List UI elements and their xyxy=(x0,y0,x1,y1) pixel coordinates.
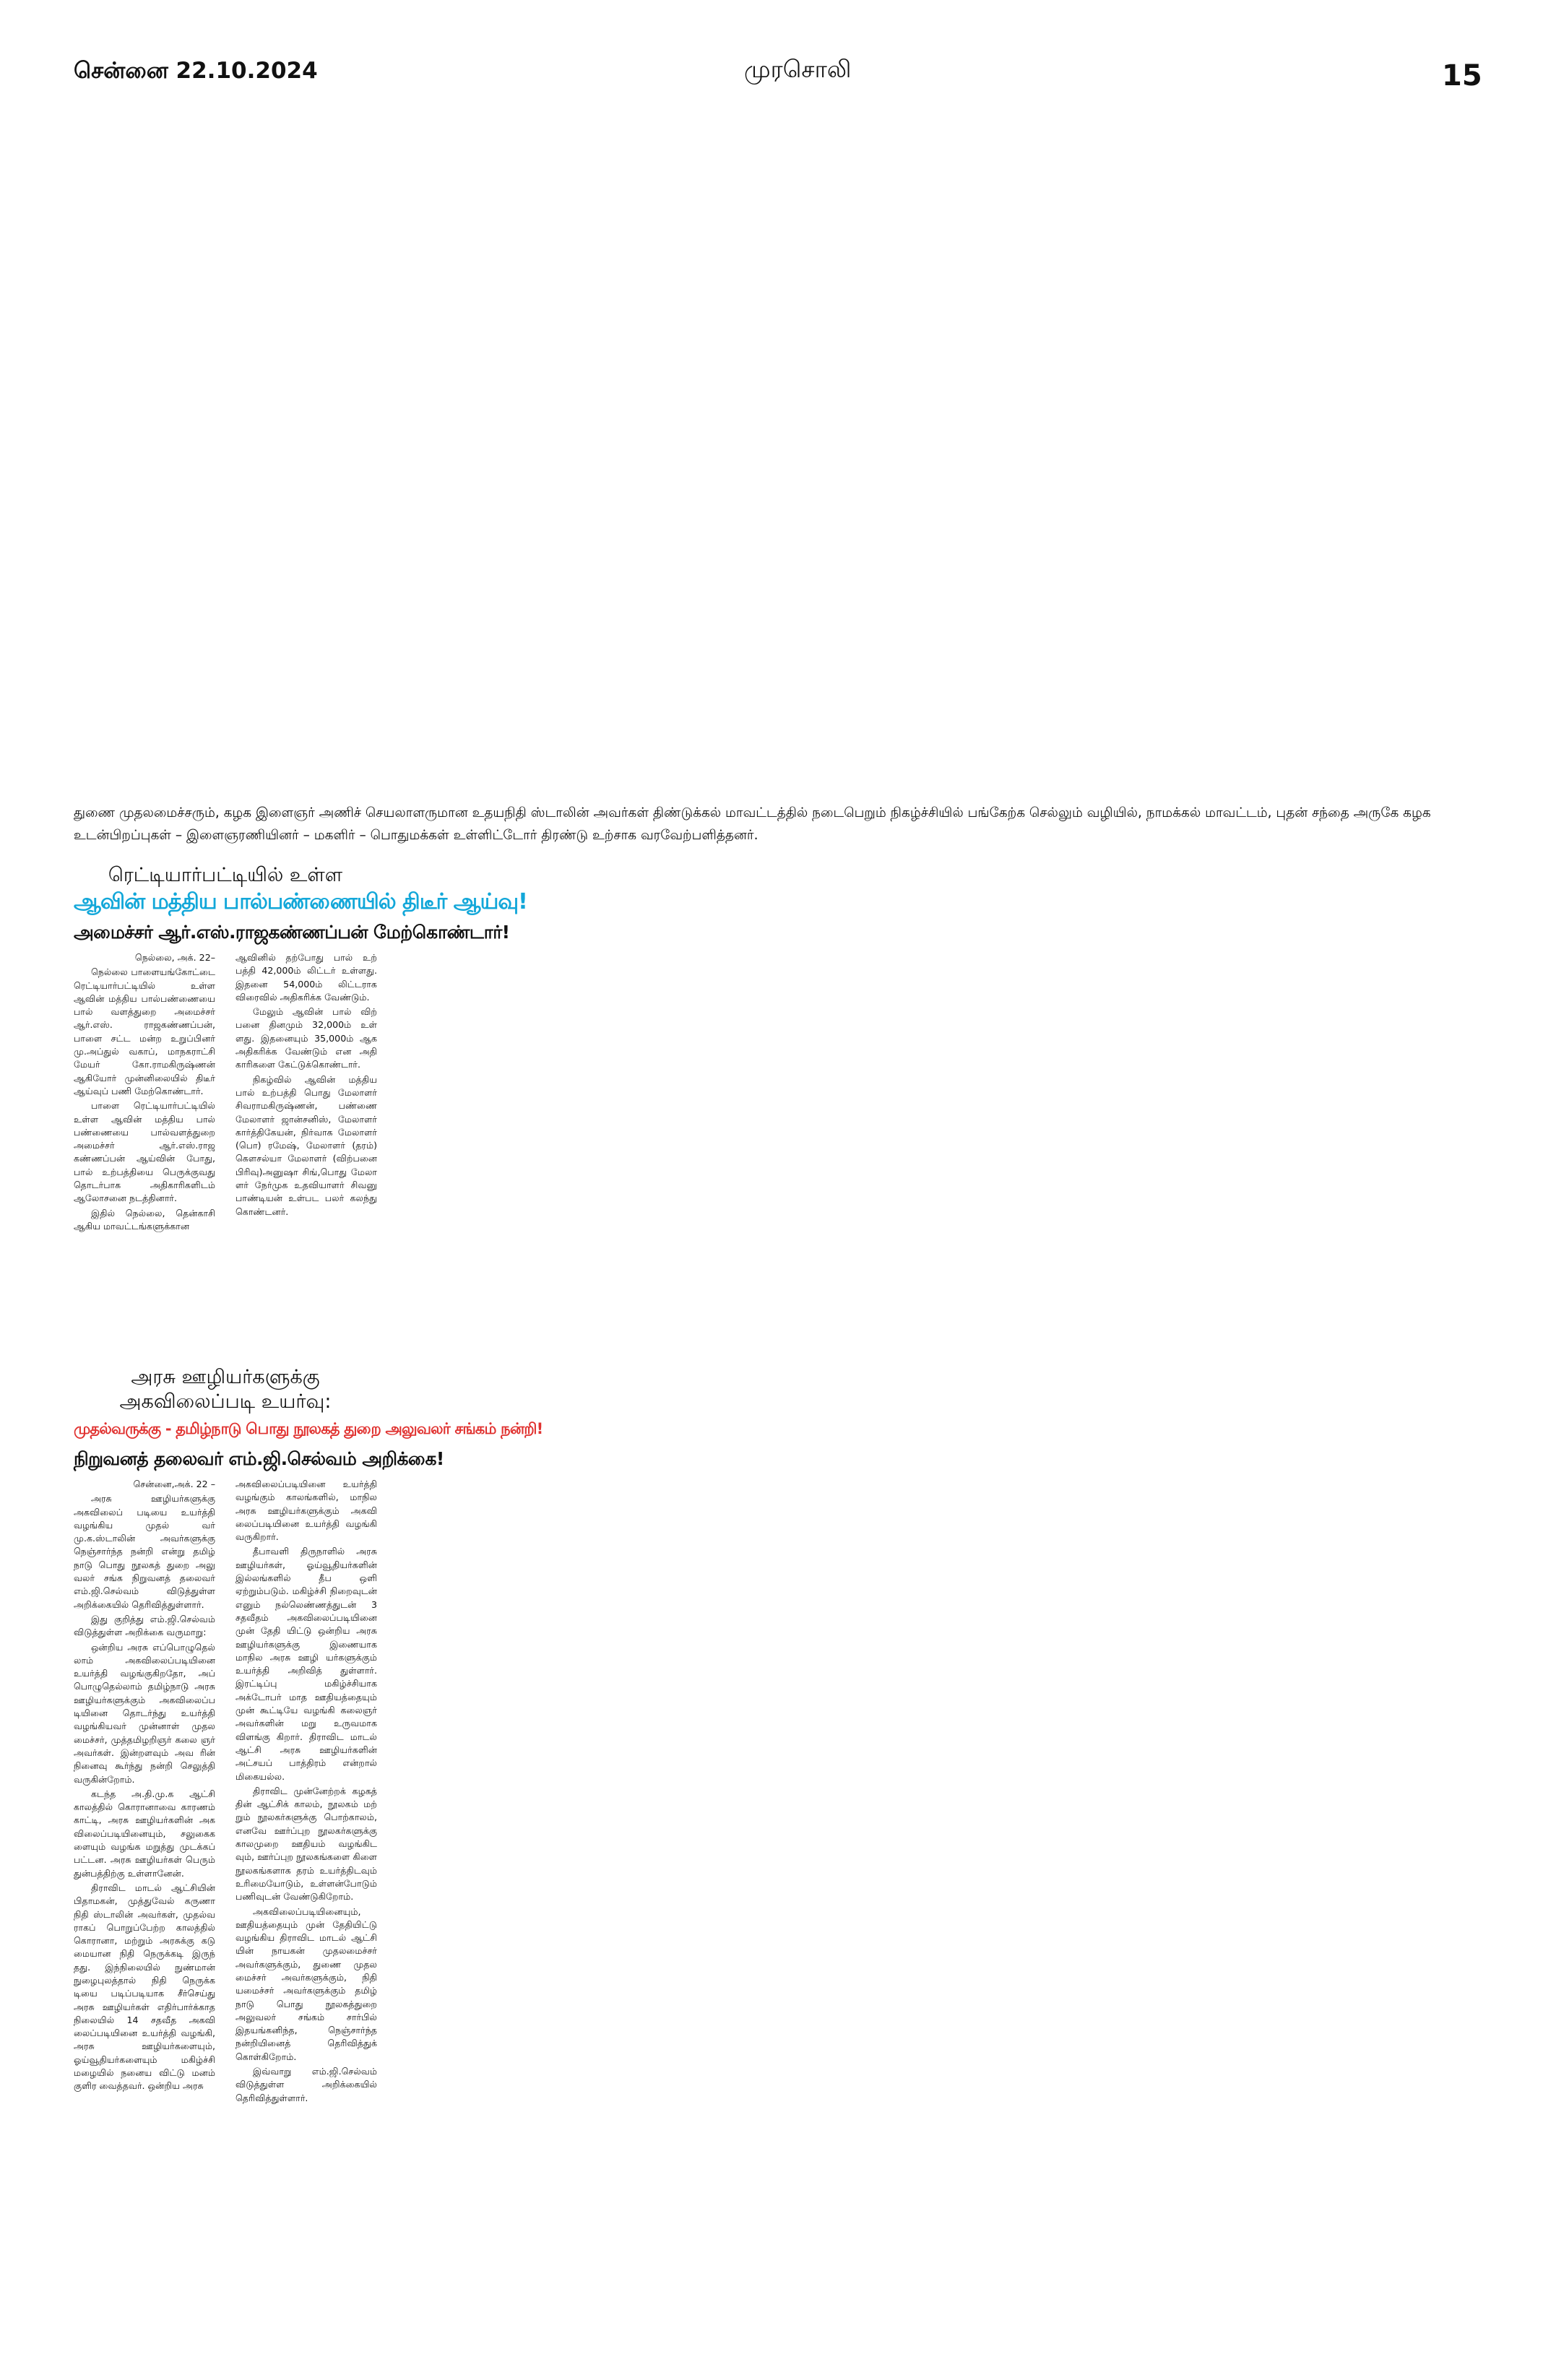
paragraph: ஒன்றிய அரசு எப்பொழுதெல் லாம் அகவிலைப்படியினை உயர்த்தி வழங்குகிறதோ, அப் பொழுதெல்லாம் தமிழ்நாடு அரசு ஊழியர்களுக்கும் அகவிலைப்ப டியினை தொடர்ந்து உயர்த்தி வழங்கியவர் முன்னாள் முதல மைச்சர், முத்தமிழறிஞர் கலை ஞர் அவர்கள். இன்றளவும் அவ ரின் நினைவு கூர்ந்து நன்றி செலுத்தி வருகின்றோம். xyxy=(74,1641,215,1785)
paragraph: அகவிலைப்படியினையும், ஊதியத்தையும் முன் தேதியிட்டு வழங்கிய திராவிட மாடல் ஆட்சி யின் நாயகன் முதலமைச்சர் அவர்களுக்கும், துணை முதல மைச்சர் அவர்களுக்கும், நிதி யமைச்சர் அவர்களுக்கும் தமிழ் நாடு பொது நூலகத்துறை அலுவலர் சங்கம் சார்பில் இதயங்கனிந்த, நெஞ்சார்ந்த நன்றியினைத் தெரிவித்துக் கொள்கிறோம். xyxy=(235,1905,377,2062)
paragraph: திராவிட மாடல் ஆட்சியின் பிதாமகன், முத்துவேல் கருணா நிதி ஸ்டாலின் அவர்கள், முதல்வ ராகப் பொறுப்பேற்ற காலத்தில் கொரானா, மற்றும் அரசுக்கு கடு மையான நிதி நெருக்கடி இருந் தது. இந்நிலையில் நுண்மான் நுழைபுலத்தால் நிதி நெருக்க டியை படிப்படியாக சீர்செய்து அரசு ஊழியர்கள் எதிர்பார்க்காத நிலையில் 14 சதவீத அகவி லைப்படியினை உயர்த்தி வழங்கி, அரசு ஊழியர்களையும், ஓய்வூதியர்களையும் மகிழ்ச்சி மழையில் நனைய விட்டு மனம் குளிர வைத்தவர். ஒன்றிய அரசு xyxy=(74,1882,215,2092)
paragraph: நெல்லை பாளையங்கோட்டை ரெட்டியார்பட்டியில் உள்ள ஆவின் மத்திய பால்பண்ணையை பால் வளத்துறை அமைச்சர் ஆர்.எஸ். ராஜகண்ணப்பன், பாளை சட்ட மன்ற உறுப்பினர் மு.அப்துல் வகாப், மாநகராட்சி மேயர் கோ.ராமகிருஷ்ணன் ஆகியோர் முன்னிலையில் திடீர் ஆய்வுப் பணி மேற்கொண்டார். xyxy=(74,966,215,1096)
page-header xyxy=(0,0,1543,101)
article-kicker: ரெட்டியார்பட்டியில் உள்ள xyxy=(108,864,343,886)
paragraph: இது குறித்து எம்.ஜி.செல்வம் விடுத்துள்ள அறிக்கை வருமாறு: xyxy=(74,1613,215,1638)
article-subhead: அமைச்சர் ஆர்.எஸ்.ராஜகண்ணப்பன் மேற்கொண்டார்! xyxy=(74,922,510,943)
article-subhead: நிறுவனத் தலைவர் எம்.ஜி.செல்வம் அறிக்கை! xyxy=(74,1448,444,1469)
issue-date: சென்னை 22.10.2024 xyxy=(74,58,318,84)
page-number: 15 xyxy=(1442,59,1482,92)
dateline: நெல்லை, அக். 22– xyxy=(134,952,215,963)
article-column-2 xyxy=(235,1478,377,2106)
paragraph: அகவிலைப்படியினை உயர்த்தி வழங்கும் காலங்களில், மாநில அரசு ஊழியர்களுக்கும் அகவி லைப்படியினை உயர்த்தி வழங்கி வருகிறார். xyxy=(235,1479,377,1543)
article-kicker: அரசு ஊழியர்களுக்கு அகவிலைப்படி உயர்வு: xyxy=(119,1366,332,1413)
paragraph: ஆவினில் தற்போது பால் உற் பத்தி 42,000ம் லிட்டர் உள்ளது. இதனை 54,000ம் லிட்டராக விரைவில் அதிகரிக்க வேண்டும். xyxy=(235,952,377,1003)
article-column-1 xyxy=(74,951,215,1234)
paragraph: பாளை ரெட்டியார்பட்டியில் உள்ள ஆவின் மத்திய பால் பண்ணையை பால்வளத்துறை அமைச்சர் ஆர்.எஸ்.ராஜ கண்ணப்பன் ஆய்வின் போது, பால் உற்பத்தியை பெருக்குவது தொடர்பாக அதிகாரிகளிடம் ஆலோசனை நடத்தினார். xyxy=(74,1100,215,1204)
paragraph: தீபாவளி திருநாளில் அரசு ஊழியர்கள், ஓய்வூதியர்களின் இல்லங்களில் தீப ஒளி ஏற்றும்படும். மகிழ்ச்சி நிறைவுடன் எனும் நல்லெண்ணத்துடன் 3 சதவீதம் அகவிலைப்படியினை முன் தேதி யிட்டு ஒன்றிய அரசு ஊழியர்களுக்கு இணையாக மாநில அரசு ஊழி யர்களுக்கும் உயர்த்தி அறிவித் துள்ளார். இரட்டிப்பு மகிழ்ச்சியாக அக்டோபர் மாத ஊதியத்தையும் முன் கூட்டியே வழங்கி கலைஞர் அவர்களின் மறு உருவமாக விளங்கு கிறார். திராவிட மாடல் ஆட்சி அரசு ஊழியர்களின் அட்சயப் பாத்திரம் என்றால் மிகையல்ல. xyxy=(235,1546,377,1782)
article-column-1 xyxy=(74,1478,215,2106)
paragraph: மேலும் ஆவின் பால் விற் பனை தினமும் 32,000ம் உள் ளது. இதனையும் 35,000ம் ஆக அதிகரிக்க வேண்டும் என அதி காரிகளை கேட்டுக்கொண்டார். xyxy=(235,1006,377,1070)
article-headline: ஆவின் மத்திய பால்பண்ணையில் திடீர் ஆய்வு! xyxy=(74,889,527,914)
article-columns xyxy=(74,1478,377,2106)
paragraph: திராவிட முன்னேற்றக் கழகத் தின் ஆட்சிக் காலம், நூலகம் மற் றும் நூலகர்களுக்கு பொற்காலம், எனவே ஊர்ப்புற நூலகர்களுக்கு காலமுறை ஊதியம் வழங்கிட வும், ஊர்ப்புற நூலகங்களை கிளை நூலகங்களாக தரம் உயர்த்திடவும் உரிமையோடும், உள்ளன்போடும் பணிவுடன் வேண்டுகிறோம். xyxy=(235,1785,377,1903)
paragraph: நிகழ்வில் ஆவின் மத்திய பால் உற்பத்தி பொது மேலாளர் சிவராமகிருஷ்ணன், பண்ணை மேலாளர் ஜான்சனிஸ், மேலாளர் கார்த்திகேயன், நிர்வாக மேலாளர் (பொ) ரமேஷ், மேலாளர் (தரம்) கௌசல்யா மேலாளர் (விற்பனை பிரிவு)அனுஷா சிங்,பொது மேலா ளர் நேர்முக உதவியாளர் சிவனு பாண்டியன் உள்பட பலர் கலந்து கொண்டனர். xyxy=(235,1073,377,1217)
news-photo-blank xyxy=(74,108,1468,795)
dateline: சென்னை,அக். 22 – xyxy=(133,1479,215,1489)
newspaper-title: முரசொலி xyxy=(744,55,852,83)
paragraph: கடந்த அ.தி.மு.க ஆட்சி காலத்தில் கொரானாவை காரணம் காட்டி, அரசு ஊழியர்களின் அக விலைப்படியினையும், சலுகைக ளையும் வழங்க மறுத்து முடக்கப் பட்டன. அரசு ஊழியர்கள் பெரும் துன்பத்திற்கு உள்ளானேன். xyxy=(74,1788,215,1879)
article-columns xyxy=(74,951,377,1234)
article-library-association xyxy=(74,1365,543,2106)
article-aavin-inspection xyxy=(74,863,527,1234)
article-headline: முதல்வருக்கு - தமிழ்நாடு பொது நூலகத் துறை அலுவலர் சங்கம் நன்றி! xyxy=(74,1420,543,1437)
paragraph: அரசு ஊழியர்களுக்கு அகவிலைப் படியை உயர்த்தி வழங்கிய முதல் வர் மு.க.ஸ்டாலின் அவர்களுக்கு நெஞ்சார்ந்த நன்றி என்று தமிழ் நாடு பொது நூலகத் துறை அலு வலர் சங்க நிறுவனத் தலைவர் எம்.ஜி.செல்வம் விடுத்துள்ள அறிக்கையில் தெரிவித்துள்ளார். xyxy=(74,1493,215,1610)
paragraph: இதில் நெல்லை, தென்காசி ஆகிய மாவட்டங்களுக்கான xyxy=(74,1207,215,1232)
photo-caption: துணை முதலமைச்சரும், கழக இளைஞர் அணிச் செயலாளருமான உதயநிதி ஸ்டாலின் அவர்கள் திண்டுக்கல் மாவட்டத்தில் நடைபெறும் நிகழ்ச்சியில் பங்கேற்க செல்லும் வழியில், நாமக்கல் மாவட்டம், புதன் சந்தை அருகே கழக உடன்பிறப்புகள் – இளைஞரணியினர் – மகளிர் – பொதுமக்கள் உள்ளிட்டோர் திரண்டு உற்சாக வரவேற்பளித்தனர். xyxy=(74,805,1431,843)
article-column-2 xyxy=(235,951,377,1234)
paragraph: இவ்வாறு எம்.ஜி.செல்வம் விடுத்துள்ள அறிக்கையில் தெரிவித்துள்ளார். xyxy=(235,2066,377,2103)
